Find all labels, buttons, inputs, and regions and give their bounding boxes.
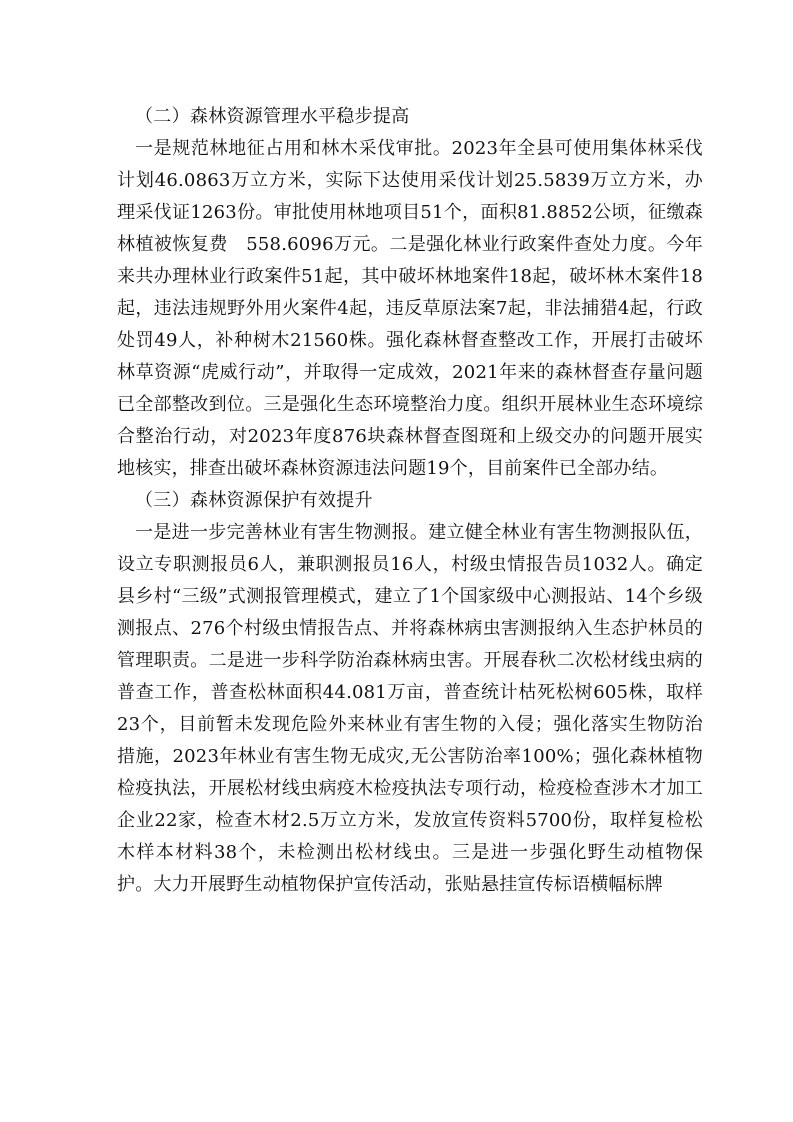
section-paragraph-forest-protection: 一是进一步完善林业有害生物测报。建立健全林业有害生物测报队伍，设立专职测报员6人，兼职测报员16人，村级虫情报告员1032人。确定县乡村“三级”式测报管理模式，建立了1个国家级中心测报站、14个乡级测报点、276个村级虫情报告点、并将森林病虫害测报纳入生态护林员的管理职责。二是进一步科学防治森林病虫害。开展春秋二次松材线虫病的普查工作，普查松林面积44.081万亩，普查统计枯死松树605株，取样23个，目前暂未发现危险外来林业有害生物的入侵；强化落实生物防治措施，2023年林业有害生物无成灾,无公害防治率100%；强化森林植物检疫执法，开展松材线虫病疫木检疫执法专项行动，检疫检查涉木才加工企业22家，检查木材2.5万立方米，发放宣传资料5700份，取样复检松木样本材料38个，未检测出松材线虫。三是进一步强化野生动植物保护。大力开展野生动植物保护宣传活动，张贴悬挂宣传标语横幅标牌 <box>117 522 703 895</box>
section-heading-forest-protection: （三）森林资源保护有效提升 <box>135 490 373 511</box>
section-heading-forest-management: （二）森林资源管理水平稳步提高 <box>135 106 410 127</box>
document-body <box>117 101 703 901</box>
section-paragraph-forest-management: 一是规范林地征占用和林木采伐审批。2023年全县可使用集体林采伐计划46.0863万立方米，实际下达使用采伐计划25.5839万立方米，办理采伐证1263份。审批使用林地项目51个，面积81.8852公顷，征缴森林植被恢复费 558.6096万元。二是强化林业行政案件查处力度。今年来共办理林业行政案件51起，其中破坏林地案件18起，破坏林木案件18起，违法违规野外用火案件4起，违反草原法案7起，非法捕猎4起，行政处罚49人，补种树木21560株。强化森林督查整改工作，开展打击破坏林草资源“虎威行动”，并取得一定成效，2021年来的森林督查存量问题已全部整改到位。三是强化生态环境整治力度。组织开展林业生态环境综合整治行动，对2023年度876块森林督查图斑和上级交办的问题开展实地核实，排查出破坏森林资源违法问题19个，目前案件已全部办结。 <box>117 138 703 479</box>
